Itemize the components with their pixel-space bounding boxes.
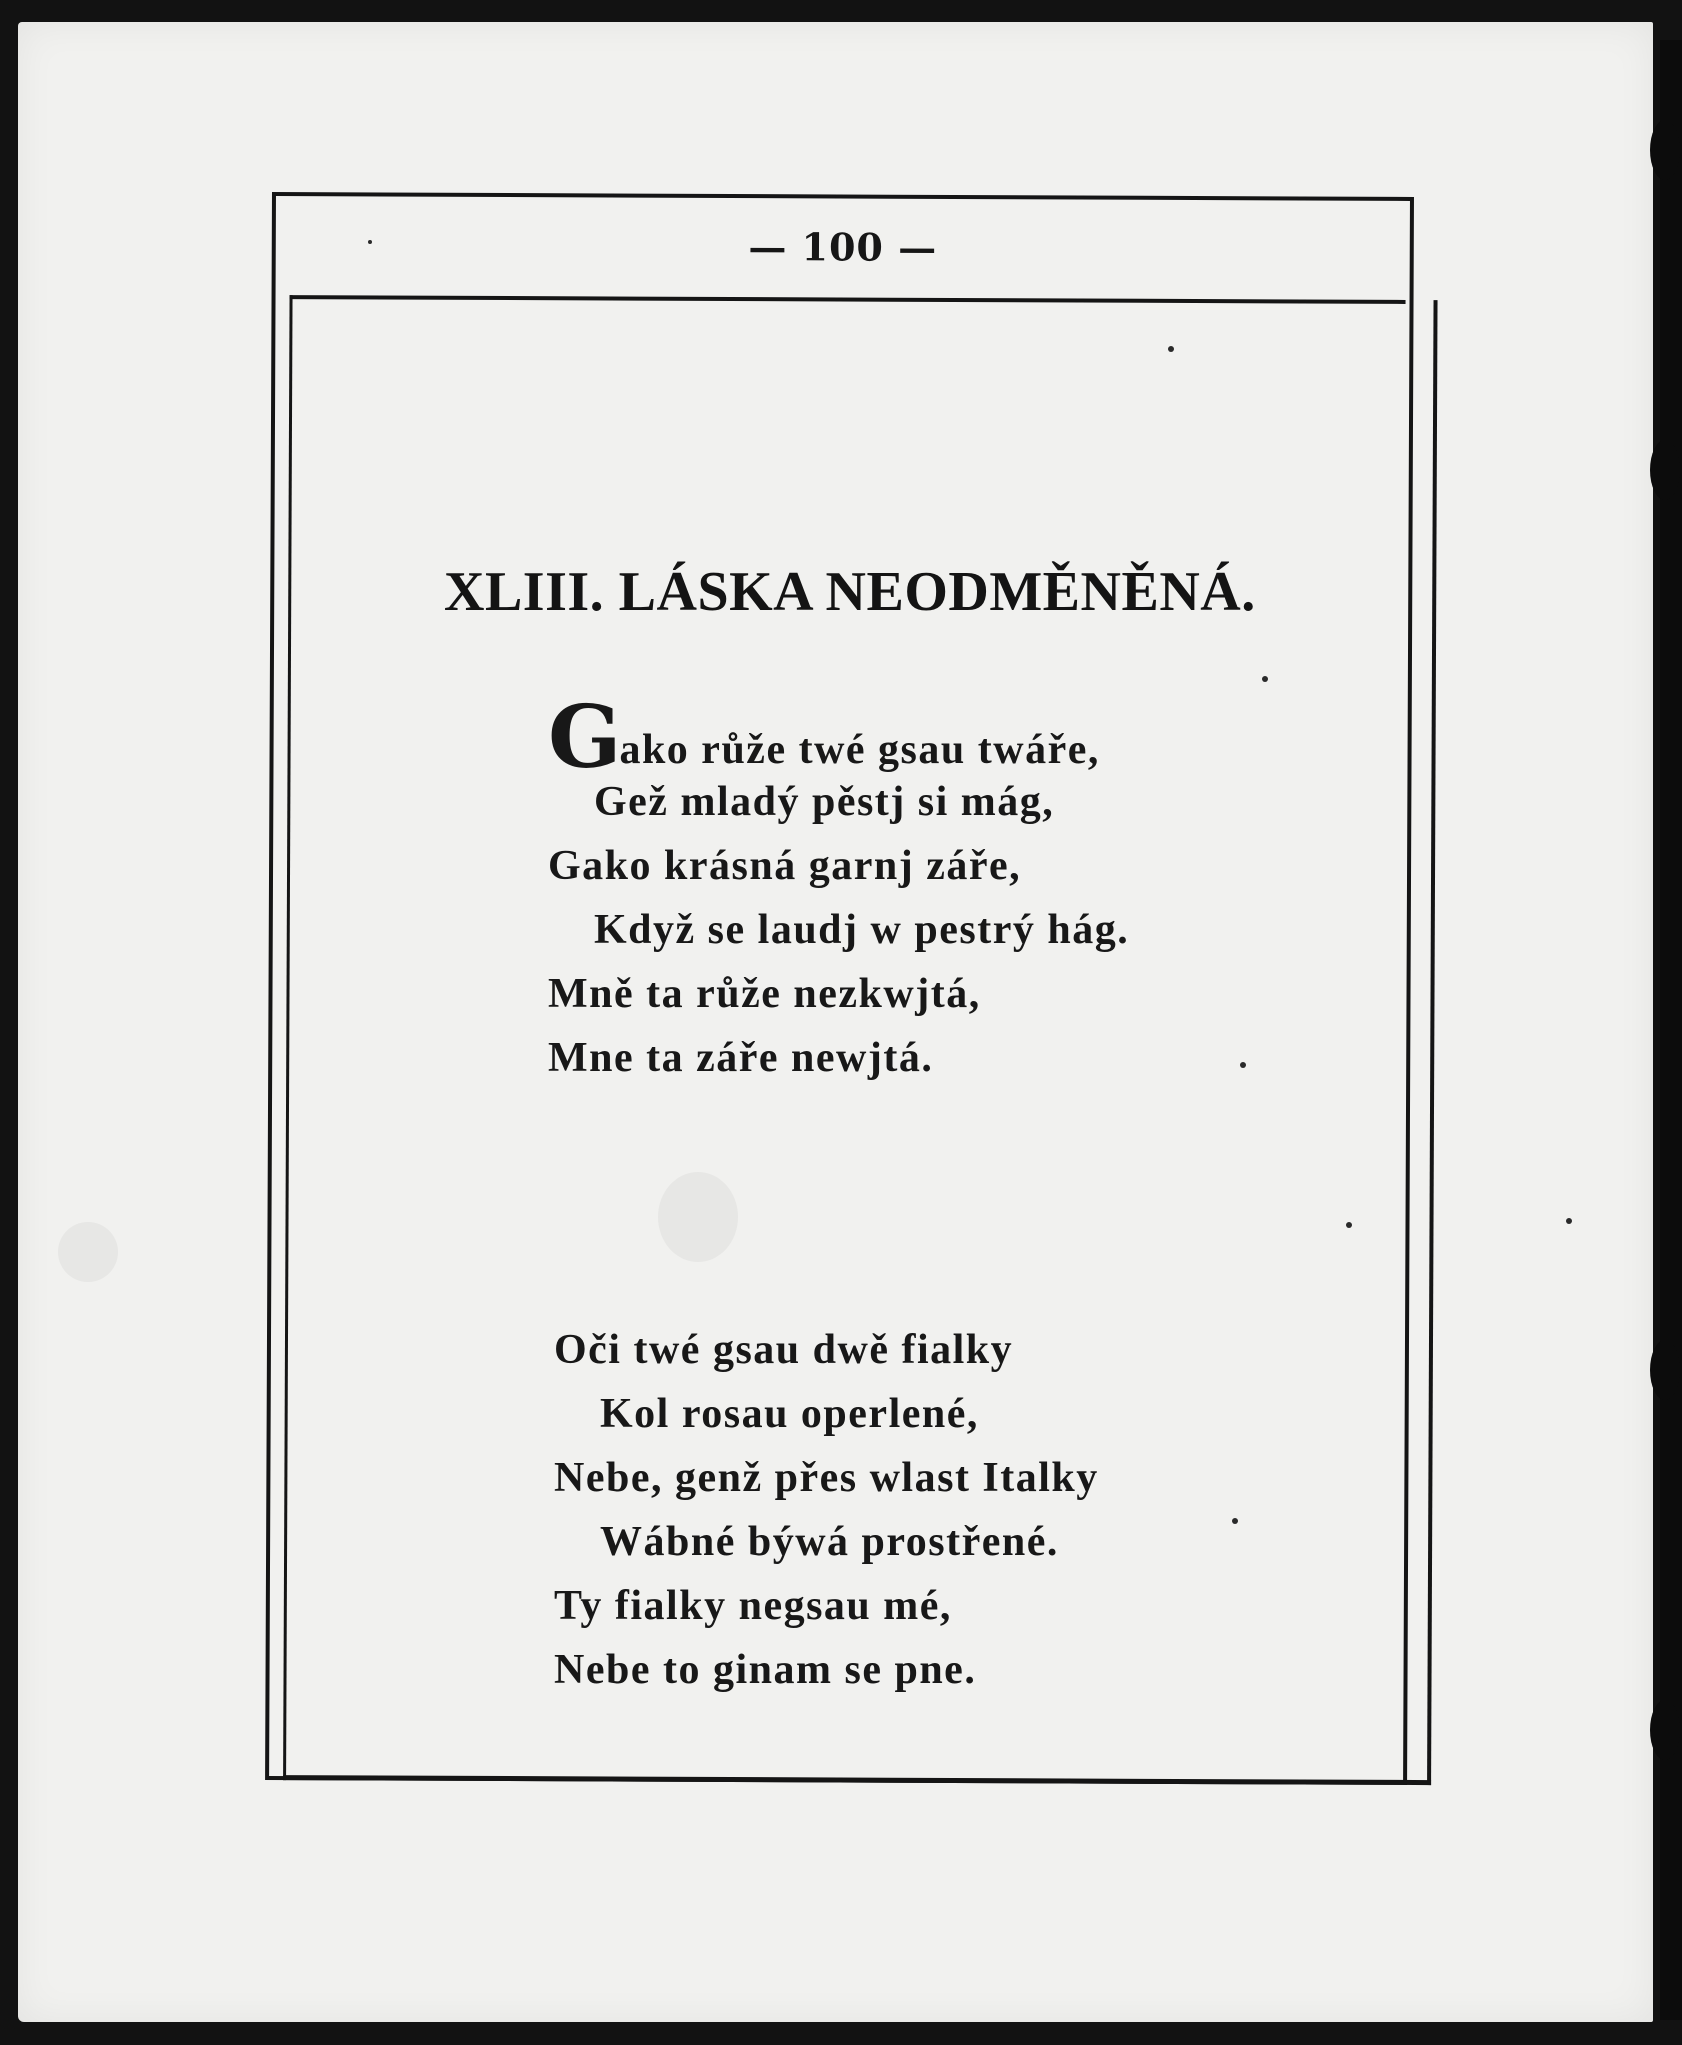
poem-title: XLIII. LÁSKA NEODMĚNĚNÁ.	[444, 561, 1256, 623]
edge-mark	[1650, 120, 1680, 180]
paper-stain	[58, 1222, 118, 1282]
verse-line: Mne ta záře newjtá.	[548, 1035, 934, 1081]
ink-speck	[1232, 1518, 1238, 1524]
verse-line: Gako krásná garnj záře,	[548, 843, 1022, 889]
verse-line: Mně ta růže nezkwjtá,	[548, 971, 981, 1017]
drop-cap: G	[548, 687, 620, 788]
verse-line: Ty fialky negsau mé,	[554, 1583, 952, 1629]
ink-speck	[368, 240, 372, 244]
stanza-2	[554, 1318, 1099, 1702]
frame-inner-left-rule	[283, 295, 292, 1780]
verse-line: Nebe, genž přes wlast Italky	[554, 1455, 1099, 1501]
verse-line	[548, 687, 1129, 788]
verse-line: Nebe to ginam se pne.	[554, 1647, 977, 1693]
ink-speck	[1566, 1218, 1572, 1224]
stanza-1	[548, 687, 1130, 1090]
edge-mark	[1650, 1340, 1680, 1400]
verse-line-text: ako růže twé gsau twáře,	[619, 727, 1100, 773]
edge-mark	[1650, 440, 1680, 500]
page-number: — 100 —	[748, 224, 938, 270]
verse-line: Wábné býwá prostřené.	[600, 1519, 1059, 1565]
ink-speck	[1240, 1062, 1246, 1068]
ink-speck	[1168, 346, 1174, 352]
verse-line: Kol rosau operlené,	[600, 1391, 979, 1437]
header-rule	[290, 295, 1406, 304]
verse-line: Oči twé gsau dwě fialky	[554, 1327, 1014, 1373]
ink-speck	[1346, 1222, 1352, 1228]
ink-speck	[1262, 676, 1268, 682]
verse-line: Gež mladý pěstj si mág,	[594, 779, 1055, 825]
verse-line: Když se laudj w pestrý hág.	[594, 907, 1130, 953]
edge-mark	[1650, 1700, 1680, 1760]
